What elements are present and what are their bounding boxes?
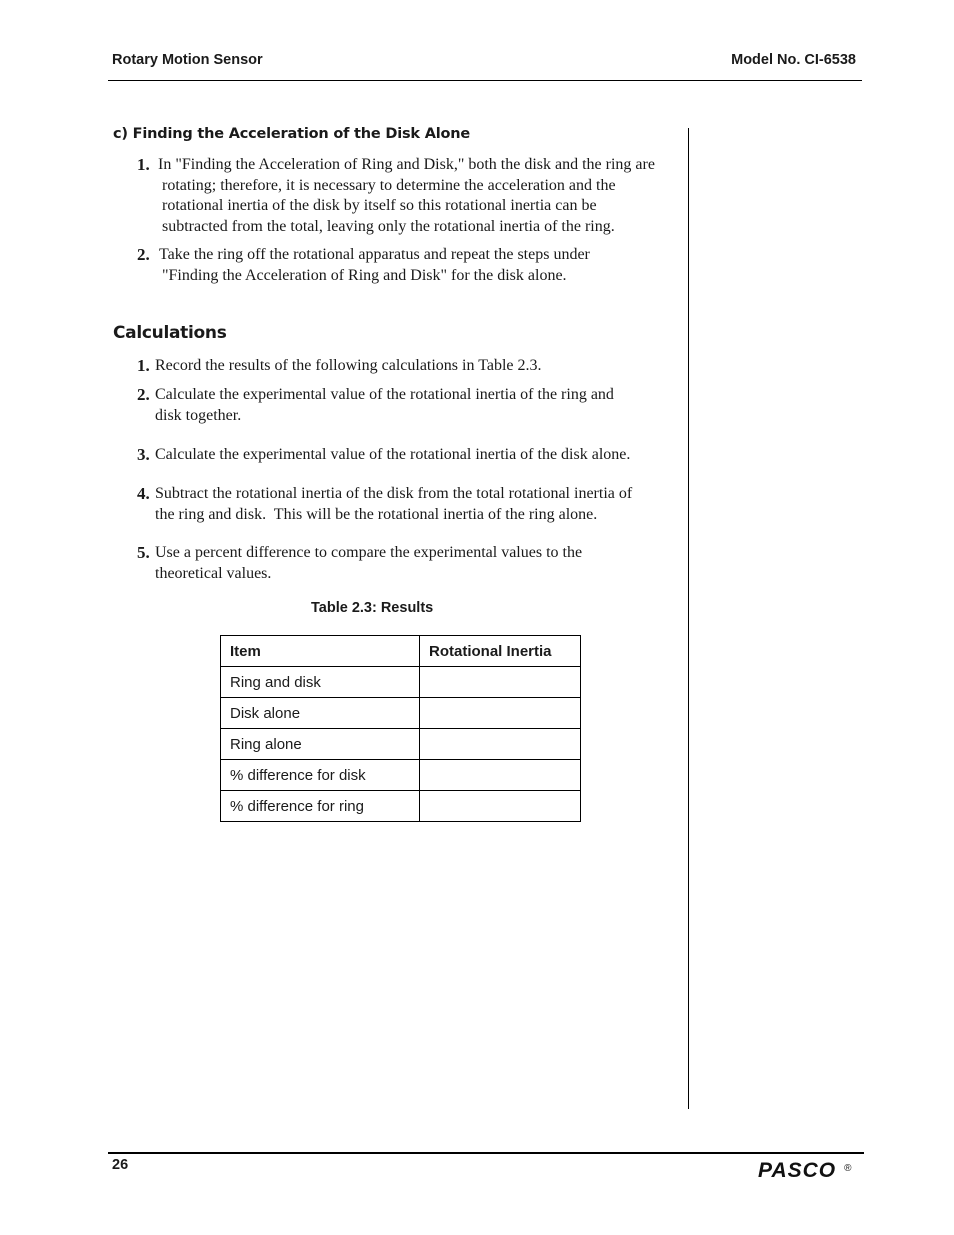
row-label: % difference for ring [221,791,420,822]
table-row [221,698,581,729]
row-label: % difference for disk [221,760,420,791]
step-line: Calculate the experimental value of the rotational inertia of the disk alone. [155,446,631,463]
row-value [420,791,581,822]
step-number: 3. [137,445,150,464]
calc-step-2 [137,385,614,426]
calculations-title: Calculations [113,323,227,343]
column-header-rotational-inertia: Rotational Inertia [420,636,581,667]
step-line: "Finding the Acceleration of Ring and Disk" for the disk alone. [162,266,567,284]
step-line: Use a percent difference to compare the experimental values to the [155,544,583,561]
footer-rule [108,1152,864,1154]
row-value [420,698,581,729]
step-line: Take the ring off the rotational apparatus and repeat the steps under [159,246,590,263]
header-rule [108,80,862,81]
step-line: the ring and disk. This will be the rotational inertia of the ring alone. [155,505,598,523]
row-label: Disk alone [221,698,420,729]
table-row [221,729,581,760]
step-number: 4. [137,484,150,503]
calc-step-4 [137,484,632,525]
step-line: rotating; therefore, it is necessary to determine the acceleration and the [162,176,616,194]
section-c-step-1 [137,155,655,238]
step-line: theoretical values. [155,564,272,582]
section-c-title: c) Finding the Acceleration of the Disk Alone [113,126,471,142]
step-line: In "Finding the Acceleration of Ring and Disk," both the disk and the ring are [158,156,655,173]
table-header-row [221,636,581,667]
step-line: rotational inertia of the disk by itself so this rotational inertia can be [162,197,597,215]
table-row [221,791,581,822]
running-header-title: Rotary Motion Sensor [112,52,263,68]
running-header-model: Model No. CI-6538 [731,52,856,68]
step-number: 1. [137,356,150,375]
step-number: 1. [137,155,150,174]
pasco-logo [758,1159,852,1183]
table-row [221,667,581,698]
page-number: 26 [112,1157,129,1173]
row-label: Ring alone [221,729,420,760]
calc-step-1 [137,356,542,377]
step-line: subtracted from the total, leaving only the rotational inertia of the ring. [162,218,615,236]
registered-mark: ® [844,1162,852,1174]
margin-rule [688,128,689,1109]
row-value [420,667,581,698]
step-line: disk together. [155,406,242,424]
calc-step-5 [137,543,582,584]
step-number: 2. [137,385,150,404]
section-c-step-2 [137,245,590,286]
step-line: Subtract the rotational inertia of the disk from the total rotational inertia of [155,485,633,502]
step-number: 2. [137,245,150,264]
row-value [420,729,581,760]
step-line: Calculate the experimental value of the rotational inertia of the ring and [155,386,614,403]
pasco-logo-text: PASCO [758,1159,837,1182]
table-caption: Table 2.3: Results [311,600,434,616]
calc-step-3 [137,445,630,466]
row-value [420,760,581,791]
step-number: 5. [137,543,150,562]
row-label: Ring and disk [221,667,420,698]
column-header-item: Item [221,636,420,667]
results-table [220,635,581,822]
step-line: Record the results of the following calculations in Table 2.3. [155,357,542,374]
table-row [221,760,581,791]
